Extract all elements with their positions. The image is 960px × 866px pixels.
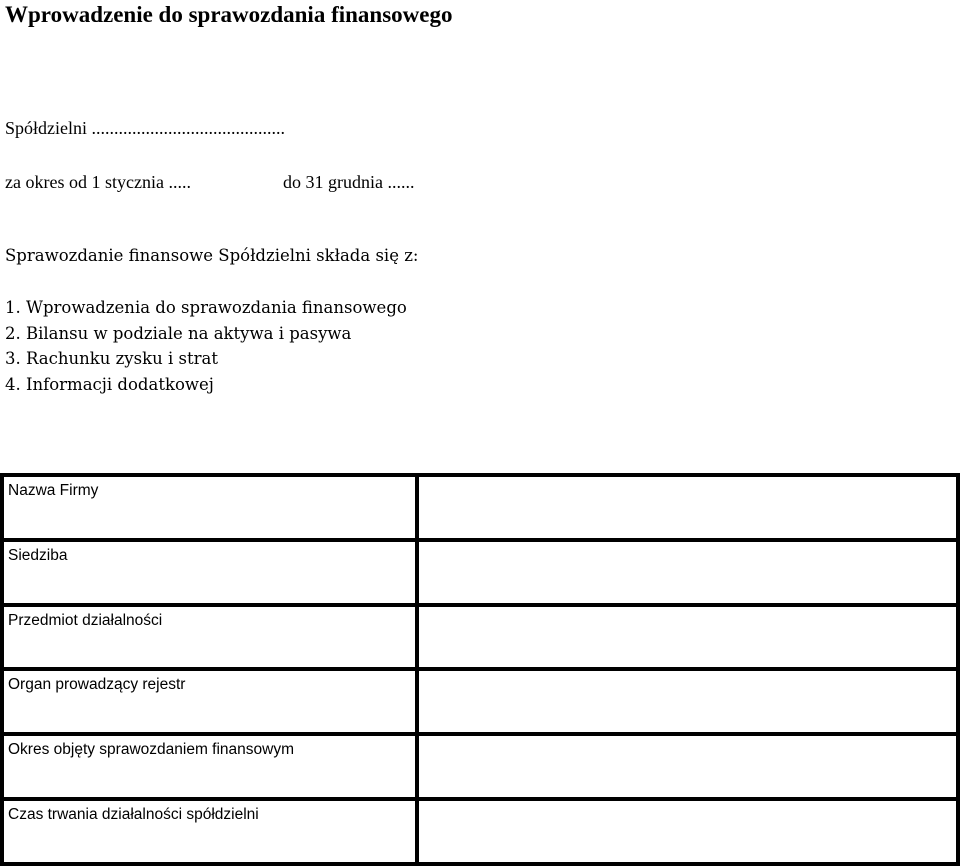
table-row <box>2 475 958 540</box>
intro-text: Sprawozdanie finansowe Spółdzielni składa się z: <box>5 246 419 265</box>
row-value-reporting-period <box>417 734 958 799</box>
table-row <box>2 669 958 734</box>
row-label-registry-body: Organ prowadzący rejestr <box>2 669 417 734</box>
list-item: 4. Informacji dodatkowej <box>5 374 214 394</box>
row-label-seat: Siedziba <box>2 540 417 605</box>
list-item: 1. Wprowadzenia do sprawozdania finansowego <box>5 298 407 317</box>
table-row <box>2 540 958 605</box>
table-row <box>2 734 958 799</box>
list-item: 2. Bilansu w podziale na aktywa i pasywa <box>5 323 352 343</box>
row-label-reporting-period: Okres objęty sprawozdaniem finansowym <box>2 734 417 799</box>
row-value-duration <box>417 799 958 864</box>
row-value-business-scope <box>417 605 958 670</box>
period-to: do 31 grudnia ...... <box>283 172 415 192</box>
period-from: za okres od 1 stycznia ..... <box>5 172 191 192</box>
company-info-table <box>0 473 960 866</box>
row-value-company-name <box>417 475 958 540</box>
row-label-duration: Czas trwania działalności spółdzielni <box>2 799 417 864</box>
row-value-registry-body <box>417 669 958 734</box>
page-title: Wprowadzenie do sprawozdania finansowego <box>5 2 453 27</box>
row-label-business-scope: Przedmiot działalności <box>2 605 417 670</box>
table-row <box>2 605 958 670</box>
row-value-seat <box>417 540 958 605</box>
row-label-company-name: Nazwa Firmy <box>2 475 417 540</box>
table-row <box>2 799 958 864</box>
components-list <box>5 295 407 397</box>
cooperative-line: Spółdzielni ........................................... <box>5 118 285 138</box>
list-item: 3. Rachunku zysku i strat <box>5 349 218 368</box>
